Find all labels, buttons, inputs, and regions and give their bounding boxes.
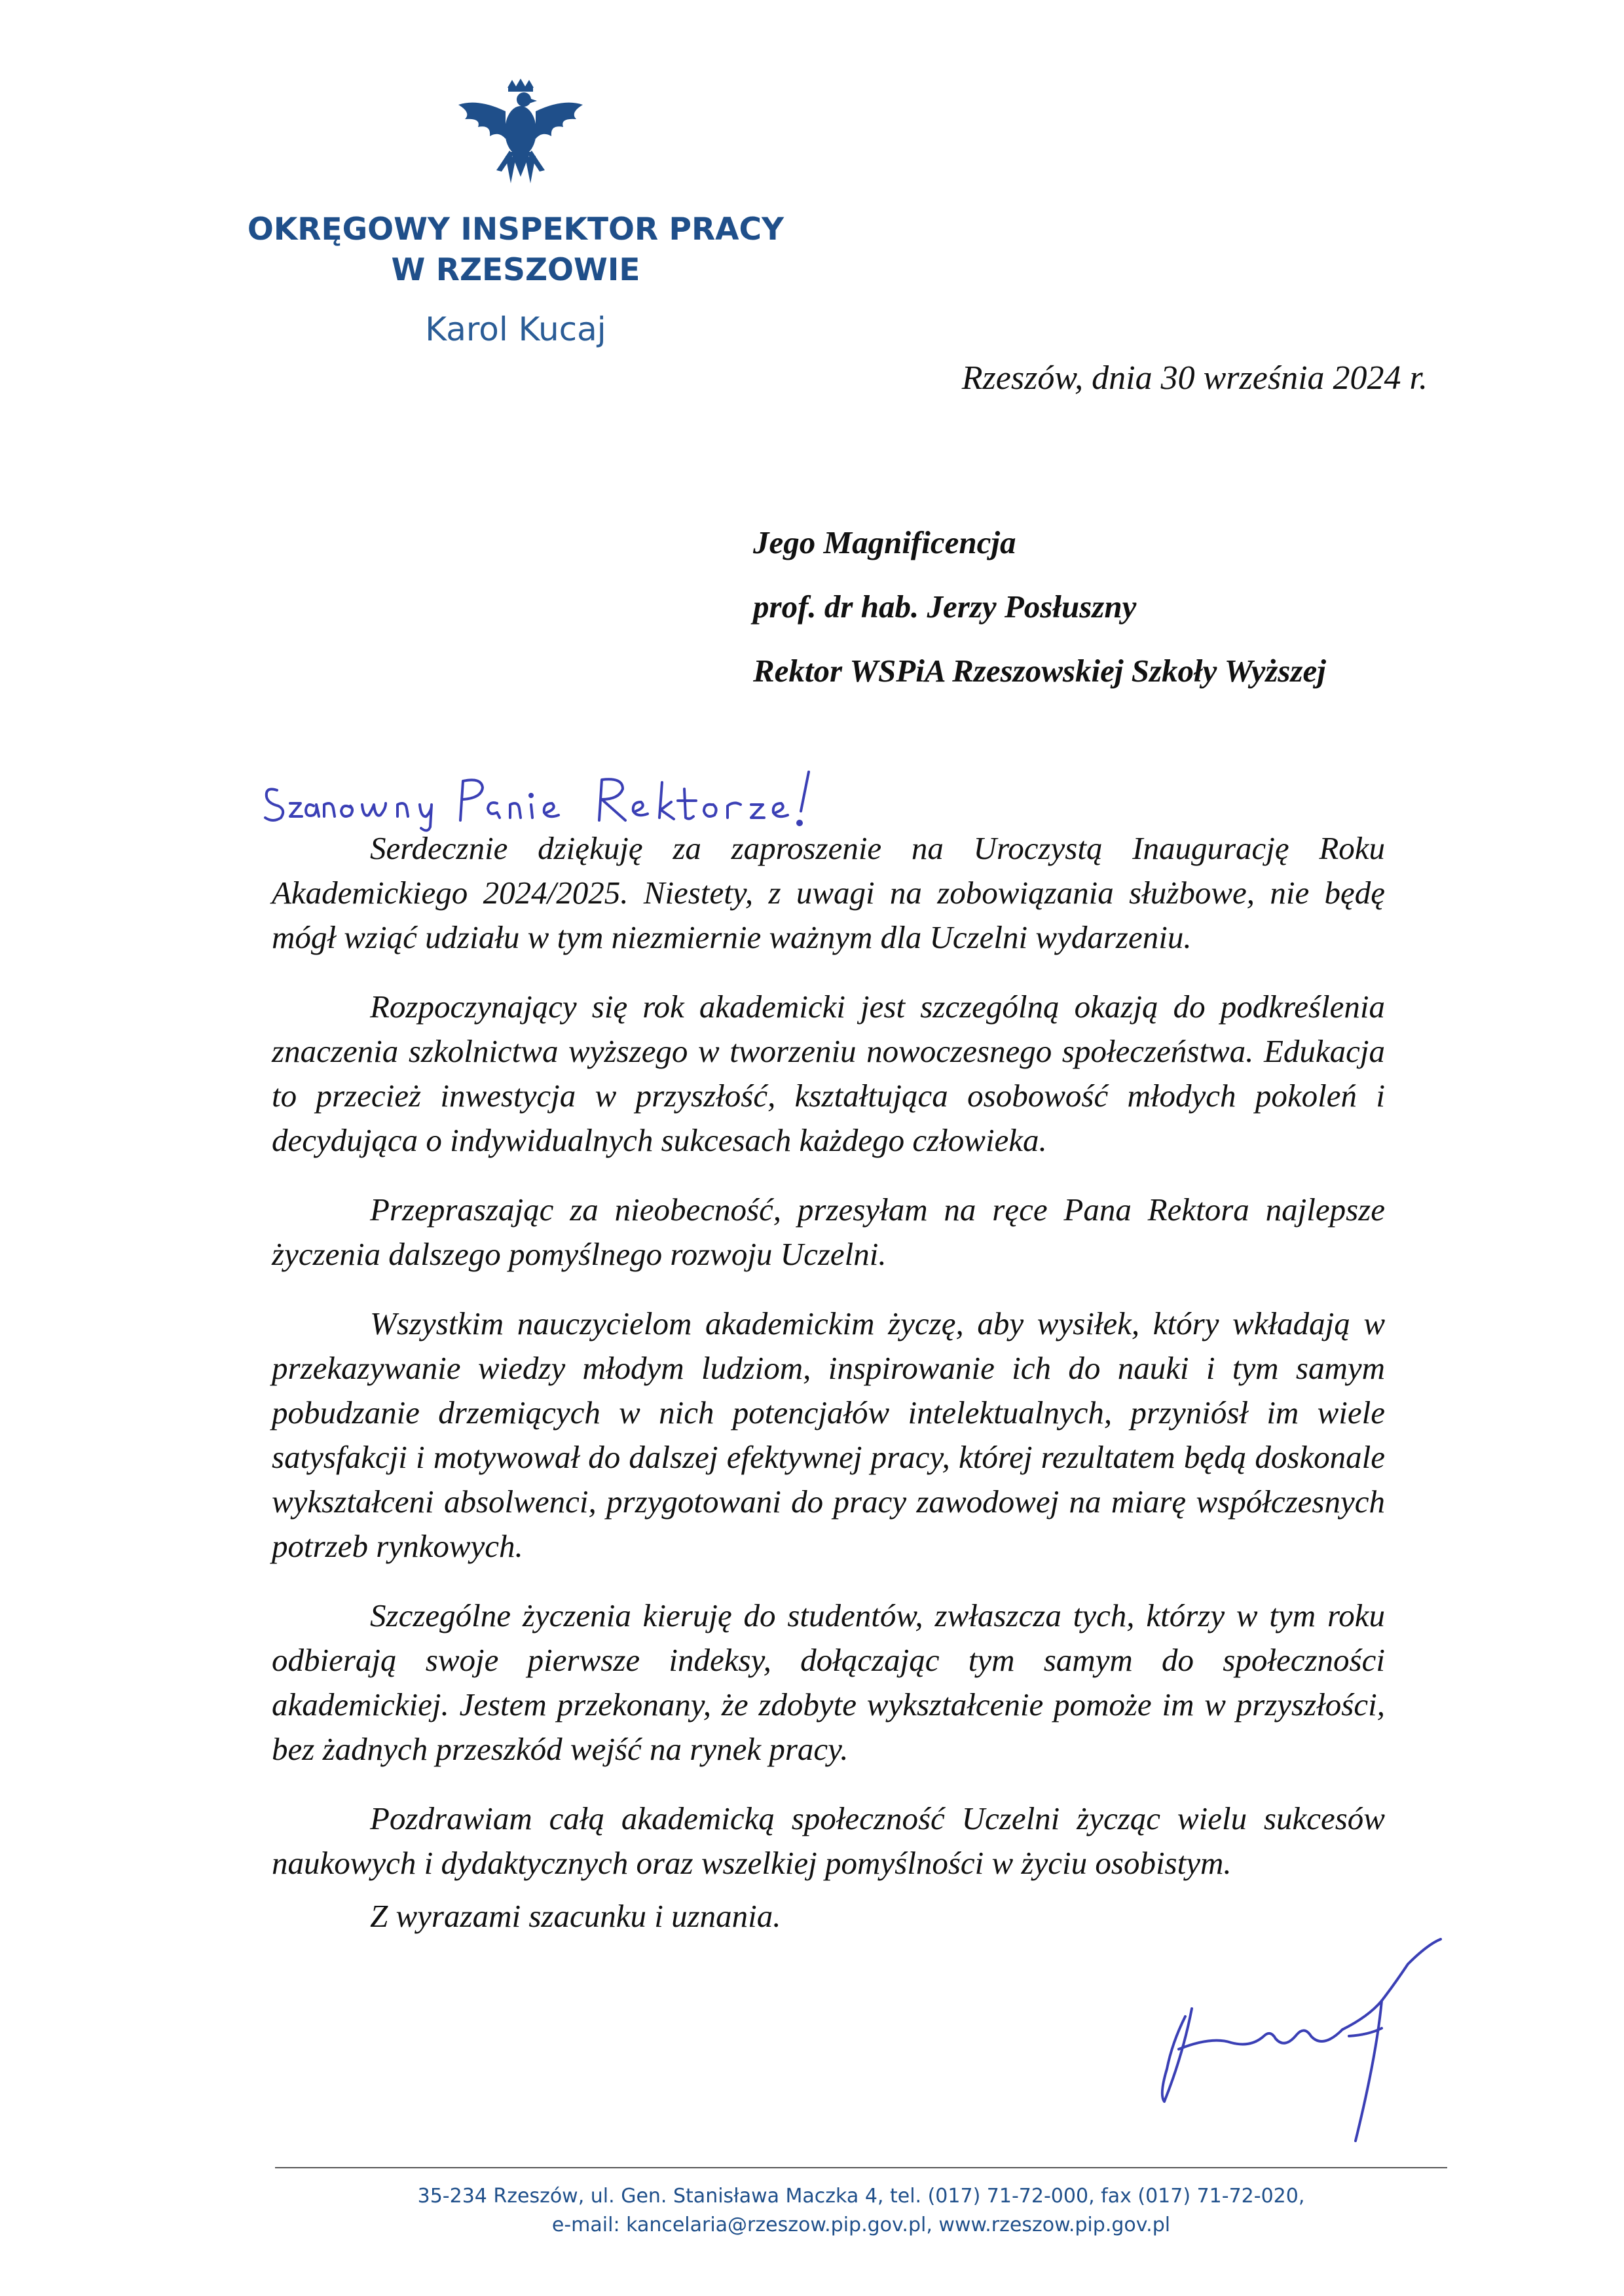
footer-contact (275, 2182, 1447, 2240)
organization-name-line1: OKRĘGOWY INSPEKTOR PRACY (247, 211, 784, 247)
handwritten-salutation (259, 763, 848, 835)
letter-date: Rzeszów, dnia 30 września 2024 r. (961, 359, 1428, 397)
polish-eagle-emblem-icon (445, 79, 596, 196)
footer-address-line: 35-234 Rzeszów, ul. Gen. Stanisława Maczka 4, tel. (017) 71-72-000, fax (017) 71-72-020, (417, 2185, 1305, 2208)
paragraph: Wszystkim nauczycielom akademickim życzę, aby wysiłek, który wkładają w przekazywanie wiedzy młodym ludziom, inspirowanie ich do nauki i tym samym pobudzanie drzemiących w nich potencjałów intelektualnych, przyniósł im wiele satysfakcji i motywował do dalszej efektywnej pracy, której rezultatem będą doskonale wykształceni absolwenci, przygotowani do pracy zawodowej na miarę współczesnych potrzeb rynkowych. (272, 1305, 1385, 1564)
paragraph: Przepraszając za nieobecność, przesyłam na ręce Pana Rektora najlepsze życzenia dalszego pomyślnego rozwoju Uczelni. (272, 1192, 1385, 1272)
letter-body (272, 826, 1385, 1910)
closing-phrase: Z wyrazami szacunku i uznania. (370, 1898, 781, 1934)
addressee-line1: Jego Magnificencja (753, 524, 1016, 560)
addressee-line3: Rektor WSPiA Rzeszowskiej Szkoły Wyższej (753, 653, 1326, 689)
addressee-block (753, 511, 1326, 703)
organization-name-line2: W RZESZOWIE (391, 252, 640, 288)
footer-contact-line: e-mail: kancelaria@rzeszow.pip.gov.pl, www.rzeszow.pip.gov.pl (551, 2214, 1171, 2236)
paragraph: Serdecznie dziękuję za zaproszenie na Uroczystą Inaugurację Roku Akademickiego 2024/2025. Niestety, z uwagi na zobowiązania służbowe, nie będę mógł wziąć udziału w tym niezmiernie ważnym dla Uczelni wydarzeniu. (272, 830, 1385, 955)
paragraph: Rozpoczynający się rok akademicki jest szczególną okazją do podkreślenia znaczenia szkolnictwa wyższego w tworzeniu nowoczesnego społeczeństwa. Edukacja to przecież inwestycja w przyszłość, kształtująca osobowość młodych pokoleń i decydująca o indywidualnych sukcesach każdego człowieka. (272, 989, 1385, 1158)
paragraph: Pozdrawiam całą akademicką społeczność Uczelni życząc wielu sukcesów naukowych i dydaktycznych oraz wszelkiej pomyślności w życiu osobistym. (272, 1800, 1385, 1881)
organization-header (183, 210, 848, 352)
inspector-name: Karol Kucaj (425, 310, 606, 348)
addressee-line2: prof. dr hab. Jerzy Posłuszny (753, 589, 1137, 625)
paragraph: Szczególne życzenia kieruję do studentów, zwłaszcza tych, którzy w tym roku odbierają swoje pierwsze indeksy, dołączając tym samym do społeczności akademickiej. Jestem przekonany, że zdobyte wykształcenie pomoże im w przyszłości, bez żadnych przeszkód wejść na rynek pracy. (272, 1597, 1385, 1767)
handwritten-signature-icon (1133, 1938, 1486, 2154)
footer-divider (275, 2167, 1447, 2168)
